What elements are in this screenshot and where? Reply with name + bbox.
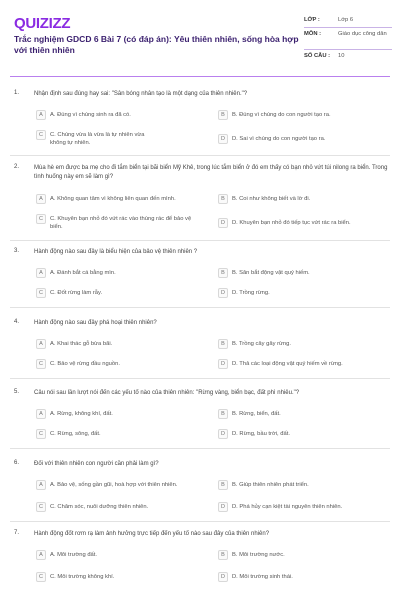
meta-class-label: LỚP :	[304, 17, 320, 23]
option-text: A. Rừng, không khí, đất.	[50, 411, 113, 417]
meta-panel	[304, 14, 392, 64]
option-a[interactable]	[36, 192, 196, 206]
option-text: B. Coi như không biết và lờ đi.	[232, 196, 311, 202]
meta-class-row	[304, 14, 392, 28]
option-d[interactable]	[218, 216, 378, 230]
question-divider	[10, 240, 390, 241]
option-text: C. Chúng vừa là vừa là tự nhiên vừa không tự nhiên.	[50, 132, 145, 146]
meta-count-value: 10	[338, 53, 345, 59]
question-text: Hành động nào sau đây là biểu hiện của bảo vệ thiên nhiên ?	[34, 249, 198, 255]
option-a[interactable]	[36, 266, 196, 280]
option-letter-box: B	[218, 480, 228, 490]
option-letter-box: B	[218, 409, 228, 419]
question-number: 2.	[14, 164, 20, 170]
question-number: 4.	[14, 319, 20, 325]
option-letter-box: A	[36, 550, 46, 560]
option-letter-box: B	[218, 110, 228, 120]
option-b[interactable]	[218, 478, 378, 492]
meta-subject-label: MÔN :	[304, 31, 322, 37]
option-letter-box: C	[36, 429, 46, 439]
option-letter-box: A	[36, 409, 46, 419]
question-divider	[10, 307, 390, 308]
option-c[interactable]	[36, 286, 196, 300]
option-text: C. Rừng, sông, đất.	[50, 431, 101, 437]
option-letter-box: C	[36, 572, 46, 582]
option-letter-box: A	[36, 194, 46, 204]
option-a[interactable]	[36, 548, 196, 562]
option-d[interactable]	[218, 500, 378, 514]
option-b[interactable]	[218, 192, 378, 206]
question-divider	[10, 155, 390, 156]
option-c[interactable]	[36, 427, 196, 441]
option-letter-box: B	[218, 550, 228, 560]
option-text: B. Săn bắt động vật quý hiếm.	[232, 270, 310, 276]
option-text: C. Bảo vệ rừng đầu nguồn.	[50, 361, 120, 367]
option-text: D. Môi trường sinh thái.	[232, 574, 293, 580]
option-letter-box: D	[218, 359, 228, 369]
option-text: A. Bảo vệ, sống gần gũi, hoà hợp với thiên nhiên.	[50, 482, 178, 488]
question-divider	[10, 378, 390, 379]
option-c[interactable]	[36, 570, 196, 584]
option-text: D. Khuyên bạn nhỏ đó tiếp tục vứt rác ra biển.	[232, 220, 351, 226]
option-letter-box: C	[36, 359, 46, 369]
option-a[interactable]	[36, 108, 196, 122]
question-text: Nhận định sau đúng hay sai: "Sân bóng nhân tạo là một dạng của thiên nhiên."?	[34, 91, 248, 97]
meta-class-value: Lớp 6	[338, 17, 354, 23]
option-text: B. Giúp thiên nhiên phát triển.	[232, 482, 309, 488]
worksheet-header	[0, 10, 400, 72]
option-letter-box: D	[218, 134, 228, 144]
option-letter-box: B	[218, 268, 228, 278]
question-number: 7.	[14, 530, 20, 536]
option-text: A. Đúng vì chúng sinh ra đã có.	[50, 112, 131, 118]
option-text: D. Thả các loại động vật quý hiếm về rừng.	[232, 361, 343, 367]
option-text: A. Khai thác gỗ bừa bãi.	[50, 341, 113, 347]
option-d[interactable]	[218, 570, 378, 584]
option-b[interactable]	[218, 548, 378, 562]
option-b[interactable]	[218, 266, 378, 280]
option-text: D. Rừng, bầu trời, đất.	[232, 431, 290, 437]
option-a[interactable]	[36, 337, 196, 351]
question-number: 5.	[14, 389, 20, 395]
option-letter-box: D	[218, 218, 228, 228]
option-text: B. Rừng, biển, đất.	[232, 411, 281, 417]
option-letter-box: A	[36, 268, 46, 278]
question-divider	[10, 521, 390, 522]
meta-count-label: SỐ CÂU :	[304, 53, 331, 59]
option-a[interactable]	[36, 478, 196, 492]
question-text: Hành động nào sau đây phá hoại thiên nhiên?	[34, 320, 157, 326]
option-letter-box: D	[218, 502, 228, 512]
option-text: A. Môi trường đất.	[50, 552, 97, 558]
header-divider	[10, 76, 390, 77]
question-text: Đối với thiên nhiên con người cần phải làm gì?	[34, 461, 159, 467]
question-number: 1.	[14, 90, 20, 96]
question-text: Câu nói sau lần lượt nói đến các yếu tố nào của thiên nhiên: "Rừng vàng, biển bạc, đất phì nhiêu."?	[34, 390, 300, 396]
option-text: C. Môi trường không khí.	[50, 574, 115, 580]
option-letter-box: C	[36, 288, 46, 298]
meta-subject-row	[304, 28, 392, 50]
option-d[interactable]	[218, 286, 378, 300]
option-letter-box: B	[218, 339, 228, 349]
question-number: 6.	[14, 460, 20, 466]
meta-count-row	[304, 50, 392, 64]
option-letter-box: D	[218, 288, 228, 298]
option-d[interactable]	[218, 427, 378, 441]
worksheet-title: Trắc nghiệm GDCD 6 Bài 7 (có đáp án): Yêu thiên nhiên, sống hòa hợp với thiên nhiên	[14, 34, 299, 55]
option-letter-box: A	[36, 480, 46, 490]
option-text: B. Môi trường nước.	[232, 552, 285, 558]
option-c[interactable]	[36, 212, 196, 230]
option-letter-box: C	[36, 130, 46, 140]
option-text: B. Đúng vì chúng do con người tạo ra.	[232, 112, 331, 118]
option-c[interactable]	[36, 357, 196, 371]
question-text: Mùa hè em được ba mẹ cho đi tắm biển tại bãi biển Mỹ Khê, trong lúc tắm biển ở đó em thấy có bạn nhỏ vứt túi nilong ra biển. Trong tình huống này em sẽ làm gì?	[34, 165, 388, 180]
option-d[interactable]	[218, 357, 378, 371]
option-text: A. Đánh bắt cá bằng mìn.	[50, 270, 116, 276]
question-text: Hành động đốt rơm rạ làm ảnh hưởng trực tiếp đến yếu tố nào sau đây của thiên nhiên?	[34, 531, 270, 537]
option-text: D. Trồng rừng.	[232, 290, 270, 296]
option-letter-box: A	[36, 339, 46, 349]
option-letter-box: B	[218, 194, 228, 204]
option-c[interactable]	[36, 128, 196, 146]
option-a[interactable]	[36, 407, 196, 421]
option-text: C. Khuyên bạn nhỏ đó vứt rác vào thùng rác để bảo vệ biển.	[50, 216, 192, 230]
option-c[interactable]	[36, 500, 196, 514]
option-letter-box: D	[218, 572, 228, 582]
option-text: C. Đốt rừng làm rẫy.	[50, 290, 103, 296]
option-text: A. Không quan tâm vì không liên quan đến mình.	[50, 196, 176, 202]
option-text: D. Phá hủy cạn kiệt tài nguyên thiên nhiên.	[232, 504, 343, 510]
option-text: B. Trồng cây gây rừng.	[232, 341, 291, 347]
option-b[interactable]	[218, 108, 378, 122]
option-d[interactable]	[218, 132, 378, 146]
quizizz-logo: QUIZIZZ	[14, 15, 71, 32]
question-divider	[10, 448, 390, 449]
meta-subject-value: Giáo dục công dân	[338, 31, 387, 37]
option-letter-box: D	[218, 429, 228, 439]
option-b[interactable]	[218, 407, 378, 421]
option-b[interactable]	[218, 337, 378, 351]
option-letter-box: C	[36, 502, 46, 512]
option-text: D. Sai vì chúng do con người tạo ra.	[232, 136, 326, 142]
option-text: C. Chăm sóc, nuôi dưỡng thiên nhiên.	[50, 504, 149, 510]
option-letter-box: C	[36, 214, 46, 224]
option-letter-box: A	[36, 110, 46, 120]
question-number: 3.	[14, 248, 20, 254]
